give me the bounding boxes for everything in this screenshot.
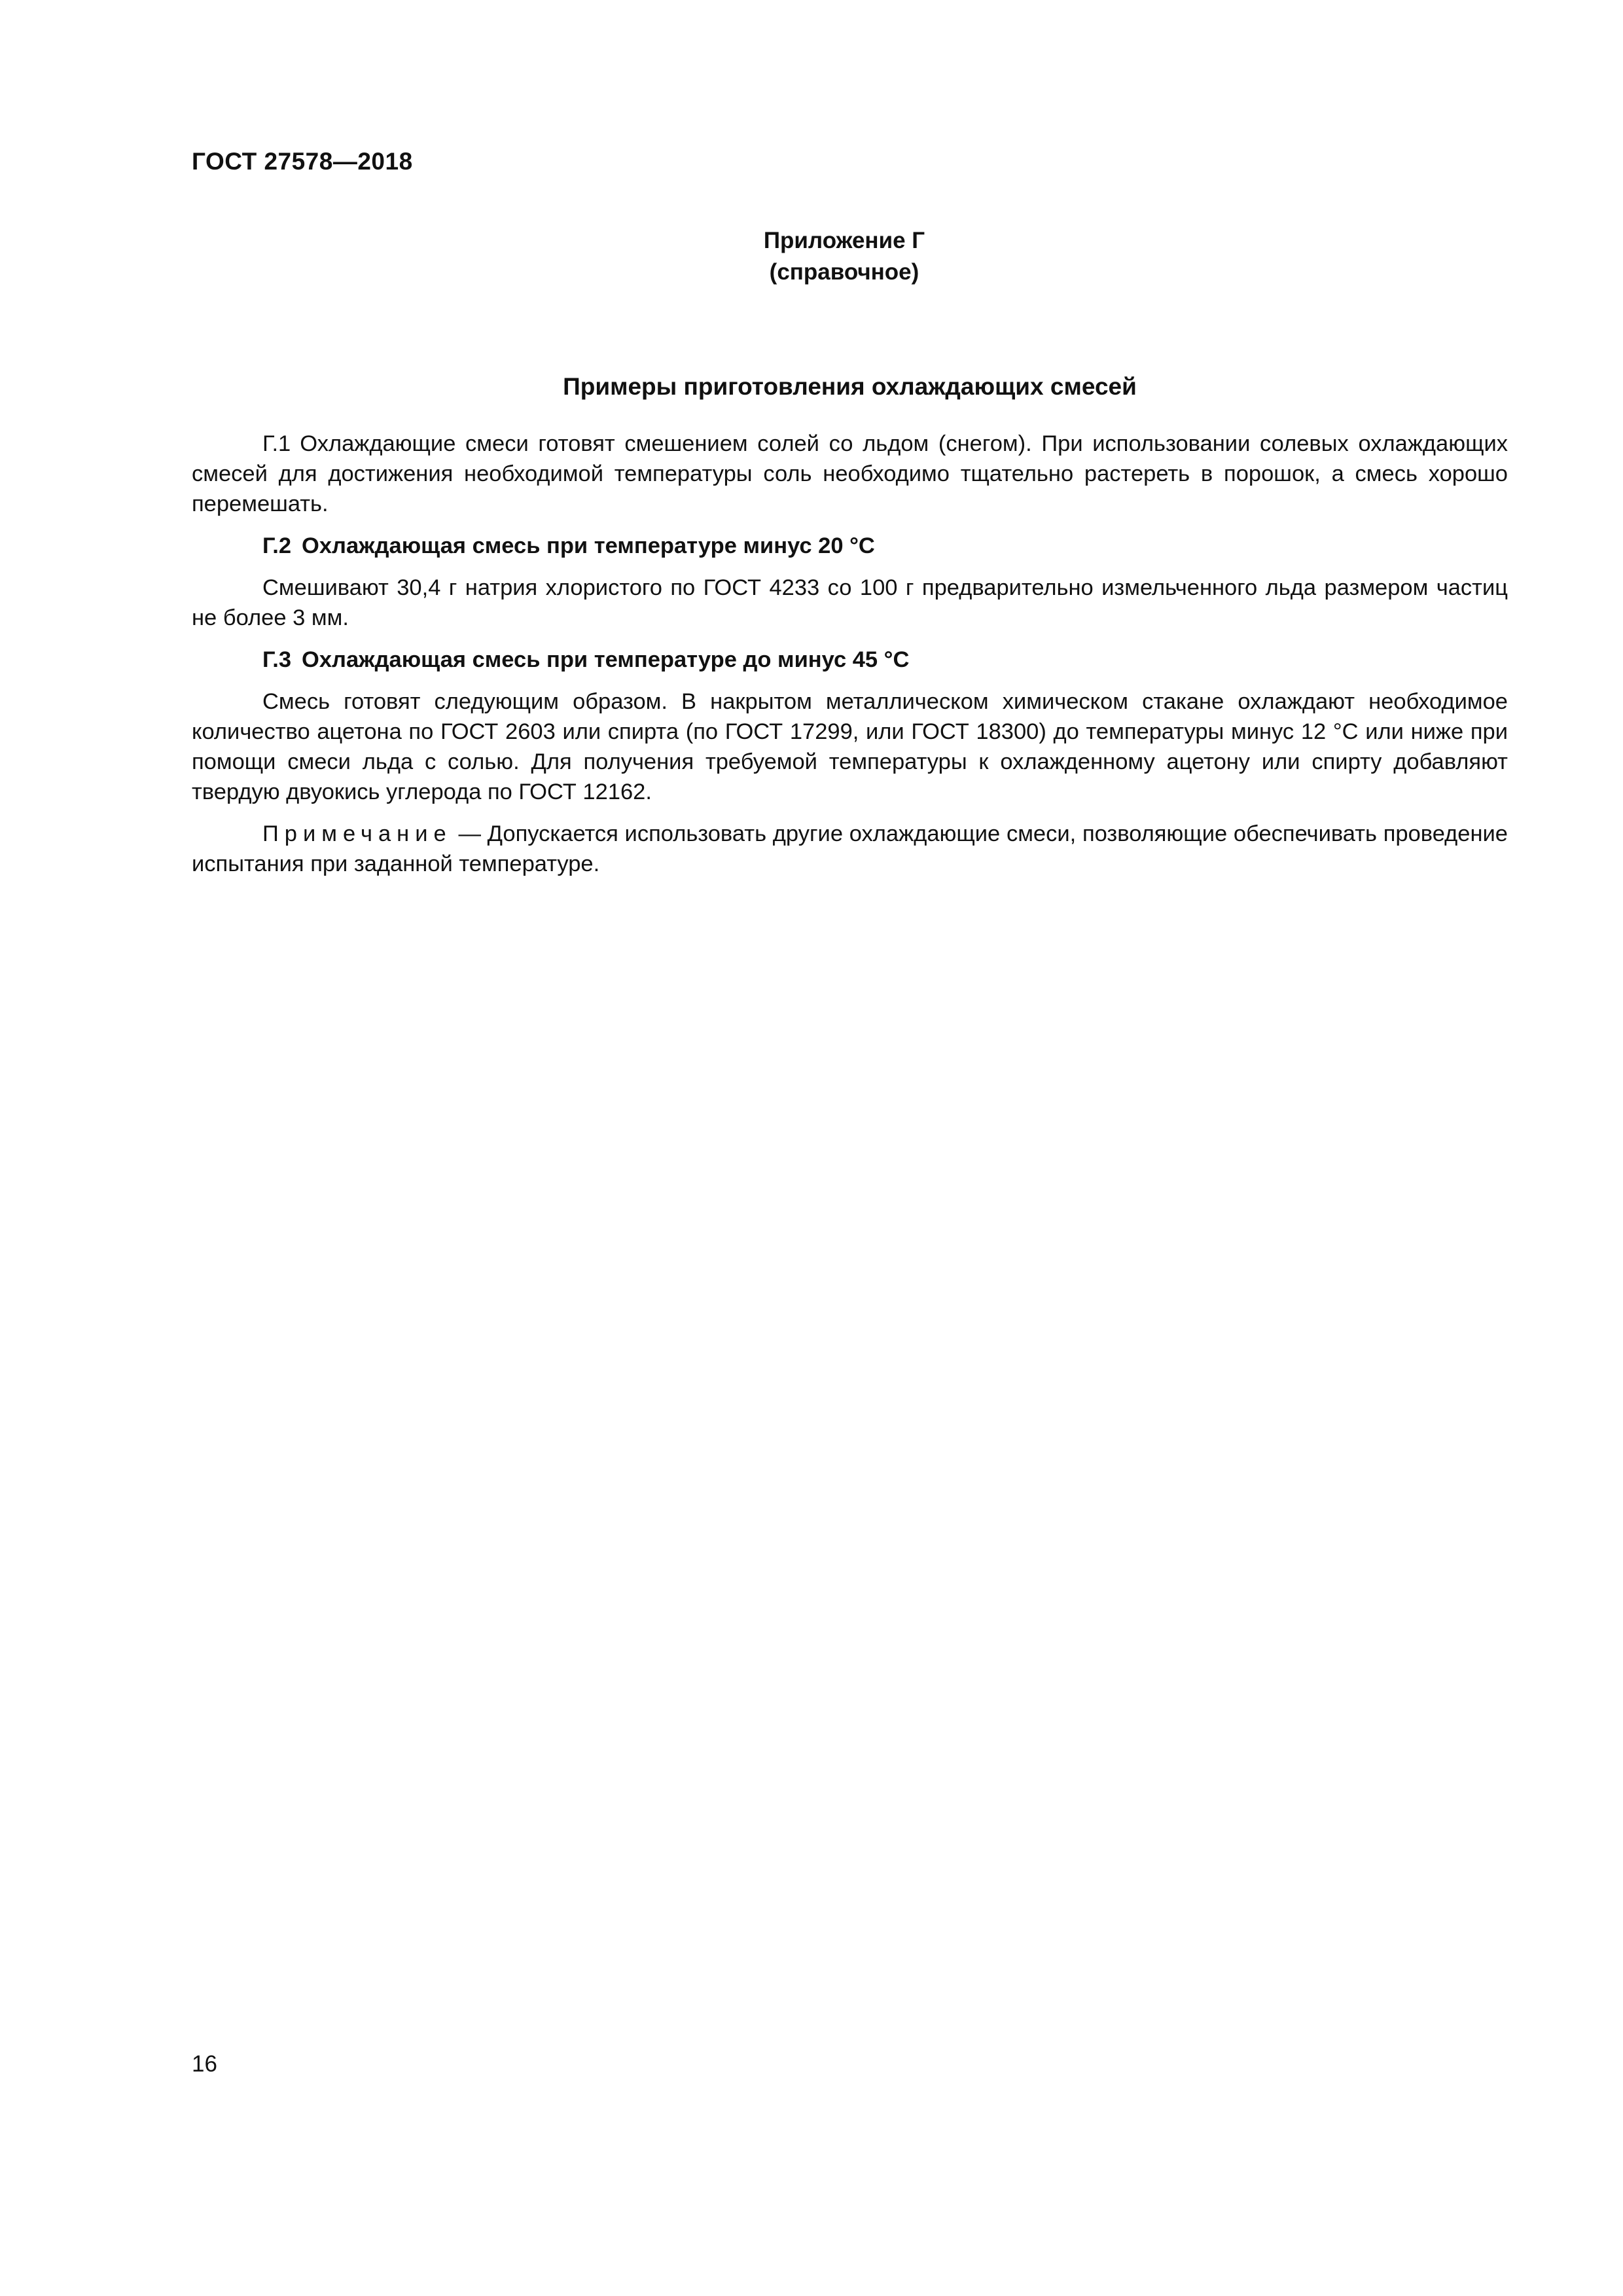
subsection-heading-g3 xyxy=(192,645,1508,675)
subsection-title: Охлаждающая смесь при температуре минус 20 °С xyxy=(302,533,875,558)
note-text: — Допускается использовать другие охлаждающие смеси, позволяющие обеспечивать проведение испытания при заданной температуре. xyxy=(192,821,1508,876)
note-label: Примечание xyxy=(262,821,452,846)
paragraph-text: Охлаждающие смеси готовят смешением солей со льдом (снегом). При использовании солевых охлаждающих смесей для достижения необходимой температуры соль необходимо тщательно растереть в порошок, а смесь хорошо перемешать. xyxy=(192,431,1508,516)
document-code: ГОСТ 27578—2018 xyxy=(192,148,413,175)
subsection-number: Г.3 xyxy=(262,647,292,672)
note xyxy=(192,819,1508,879)
appendix-title: Приложение Г xyxy=(763,228,925,253)
section-title: Примеры приготовления охлаждающих смесей xyxy=(563,373,1137,400)
paragraph-g1 xyxy=(192,429,1508,519)
appendix-subtitle: (справочное) xyxy=(769,259,919,285)
paragraph-g3-body: Смесь готовят следующим образом. В накрытом металлическом химическом стакане охлаждают необходимое количество ацетона по ГОСТ 2603 или спирта (по ГОСТ 17299, или ГОСТ 18300) до температуры минус 12 °С или ниже при помощи смеси льда с солью. Для получения требуемой температуры к охлажденному ацетону или спирту добавляют твердую двуокись углерода по ГОСТ 12162. xyxy=(192,689,1508,804)
page-number: 16 xyxy=(192,2051,217,2077)
subsection-number: Г.2 xyxy=(262,533,292,558)
paragraph-g2-body: Смешивают 30,4 г натрия хлористого по ГОСТ 4233 со 100 г предварительно измельченного льда размером частиц не более 3 мм. xyxy=(192,575,1508,630)
subsection-title: Охлаждающая смесь при температуре до минус 45 °С xyxy=(302,647,910,672)
paragraph-number: Г.1 xyxy=(262,431,291,456)
appendix-heading xyxy=(674,225,1014,288)
subsection-heading-g2 xyxy=(192,531,1508,561)
document-body xyxy=(192,429,1508,891)
